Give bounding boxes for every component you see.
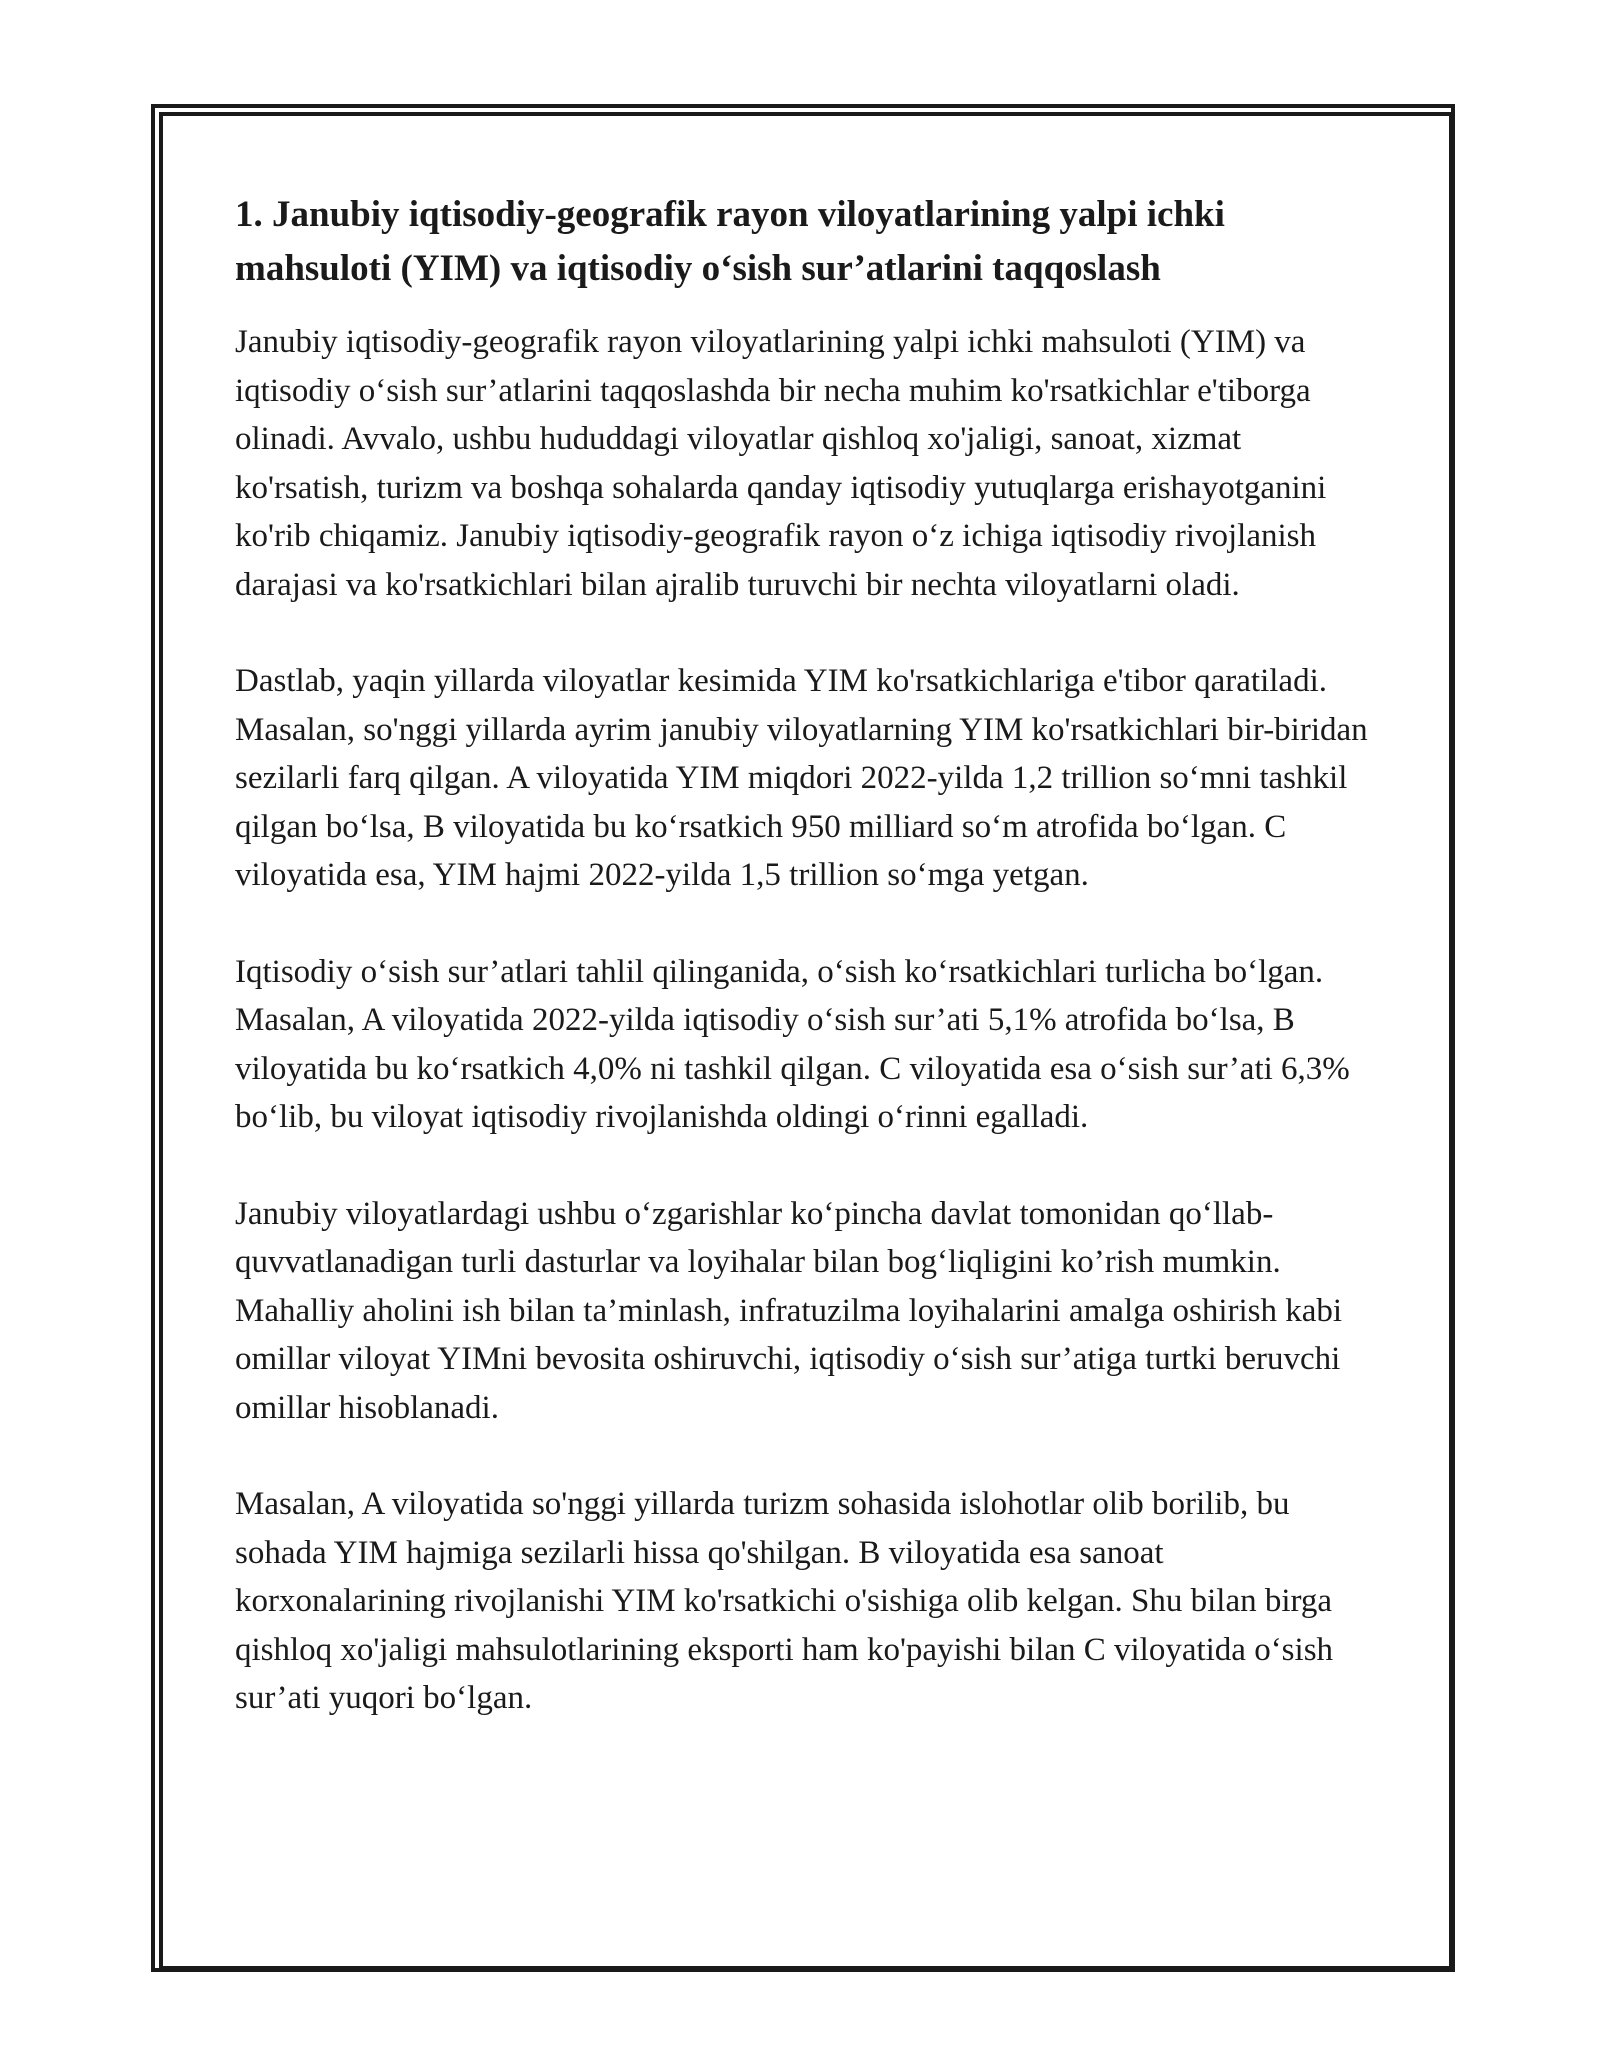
paragraph-intro: Janubiy iqtisodiy-geografik rayon viloyatlarining yalpi ichki mahsuloti (YIM) va iqtisodiy oʻsish sur’atlarini taqqoslashda bir necha muhim ko'rsatkichlar e'tiborga olinadi. Avvalo, ushbu hududdagi viloyatlar qishloq xo'jaligi, sanoat, xizmat ko'rsatish, turizm va boshqa sohalarda qanday iqtisodiy yutuqlarga erishayotganini ko'rib chiqamiz. Janubiy iqtisodiy-geografik rayon oʻz ichiga iqtisodiy rivojlanish darajasi va ko'rsatkichlari bilan ajralib turuvchi bir nechta viloyatlarni oladi.: [235, 324, 1327, 603]
paragraph-sector-examples: Masalan, A viloyatida so'nggi yillarda turizm sohasida islohotlar olib borilib, bu sohada YIM hajmiga sezilarli hissa qo'shilgan. B viloyatida esa sanoat korxonalarining rivojlanishi YIM ko'rsatkichi o'sishiga olib kelgan. Shu bilan birga qishloq xo'jaligi mahsulotlarining eksporti ham ko'payishi bilan C viloyatida oʻsish sur’ati yuqori boʻlgan.: [235, 1486, 1334, 1716]
section-title: 1. Janubiy iqtisodiy-geografik rayon viloyatlarining yalpi ichki mahsuloti (YIM) va iqtisodiy oʻsish sur’atlarini taqqoslash: [235, 194, 1225, 289]
paragraph-growth-rates: Iqtisodiy oʻsish sur’atlari tahlil qilinganida, oʻsish koʻrsatkichlari turlicha boʻlgan. Masalan, A viloyatida 2022-yilda iqtisodiy oʻsish sur’ati 5,1% atrofida boʻlsa, B viloyatida bu koʻrsatkich 4,0% ni tashkil qilgan. C viloyatida esa oʻsish sur’ati 6,3% boʻlib, bu viloyat iqtisodiy rivojlanishda oldingi oʻrinni egalladi.: [235, 953, 1350, 1135]
document-body: [235, 188, 1375, 1771]
paragraph-state-programs: Janubiy viloyatlardagi ushbu oʻzgarishlar koʻpincha davlat tomonidan qoʻllab-quvvatlanadigan turli dasturlar va loyihalar bilan bogʻliqligini ko’rish mumkin. Mahalliy aholini ish bilan ta’minlash, infratuzilma loyihalarini amalga oshirish kabi omillar viloyat YIMni bevosita oshiruvchi, iqtisodiy oʻsish sur’atiga turtki beruvchi omillar hisoblanadi.: [235, 1195, 1343, 1426]
paragraph-gdp-figures: Dastlab, yaqin yillarda viloyatlar kesimida YIM ko'rsatkichlariga e'tibor qaratiladi. Masalan, so'nggi yillarda ayrim janubiy viloyatlarning YIM ko'rsatkichlari bir-biridan sezilarli farq qilgan. A viloyatida YIM miqdori 2022-yilda 1,2 trillion soʻmni tashkil qilgan boʻlsa, B viloyatida bu koʻrsatkich 950 milliard soʻm atrofida boʻlgan. C viloyatida esa, YIM hajmi 2022-yilda 1,5 trillion soʻmga yetgan.: [235, 663, 1368, 893]
